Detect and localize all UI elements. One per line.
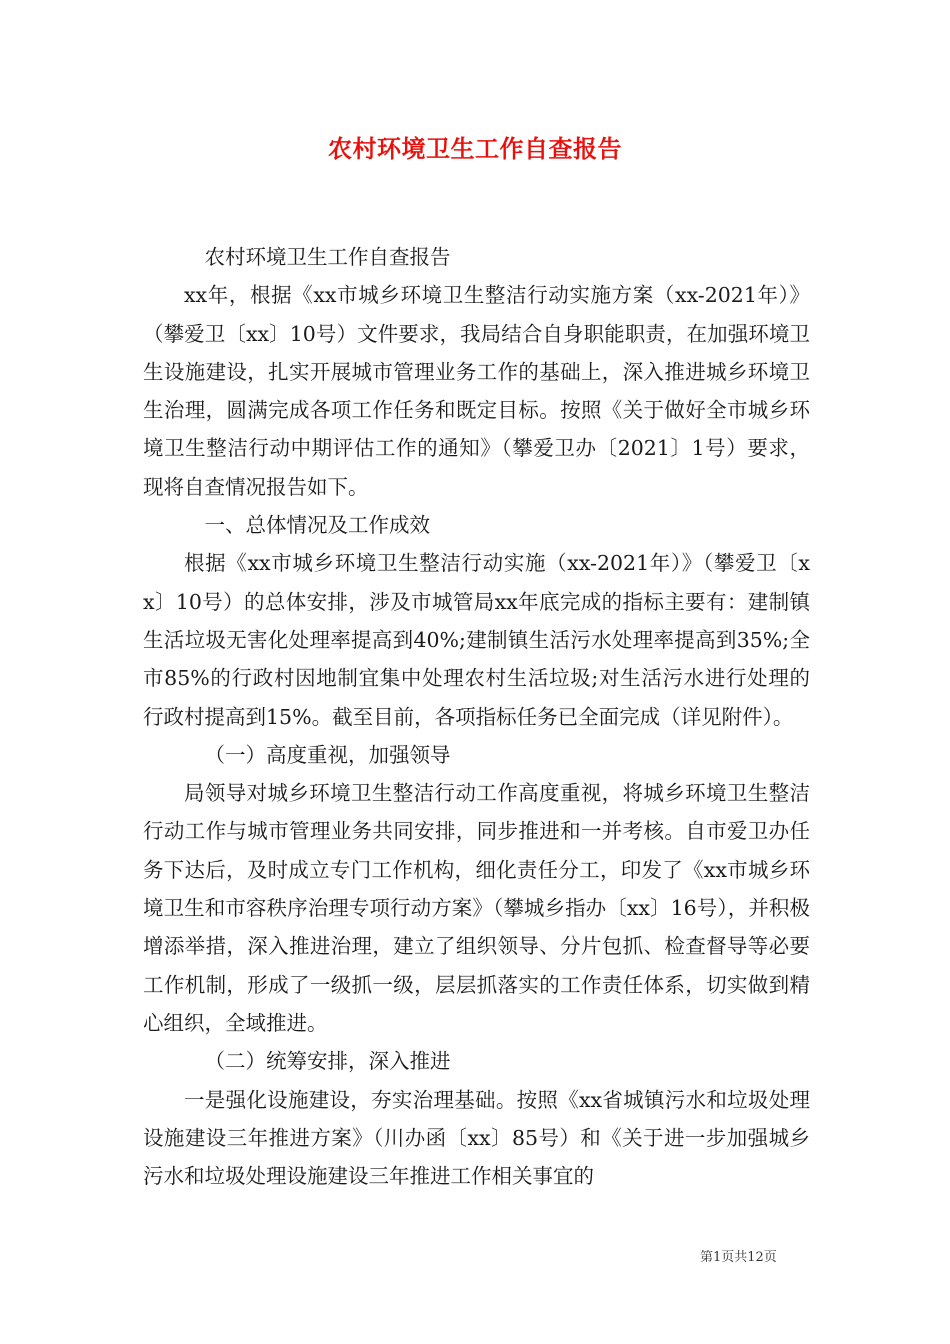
paragraph: 一是强化设施建设，夯实治理基础。按照《xx省城镇污水和垃圾处理设施建设三年推进方案》（川办函〔xx〕85号）和《关于进一步加强城乡污水和垃圾处理设施建设三年推进工作相关事宜的	[143, 1087, 810, 1189]
section-heading: 一、总体情况及工作成效	[204, 513, 430, 538]
paragraph: xx年，根据《xx市城乡环境卫生整洁行动实施方案（xx-2021年）》（攀爱卫〔xx〕10号）文件要求，我局结合自身职能职责，在加强环境卫生设施建设，扎实开展城市管理业务工作的基础上，深入推进城乡环境卫生治理，圆满完成各项工作任务和既定目标。按照《关于做好全市城乡环境卫生整洁行动中期评估工作的通知》（攀爱卫办〔2021〕1号）要求，现将自查情况报告如下。	[143, 283, 810, 499]
document-title: 农村环境卫生工作自查报告	[328, 135, 622, 163]
paragraph-heading: 农村环境卫生工作自查报告	[204, 245, 451, 269]
paragraph: 局领导对城乡环境卫生整洁行动工作高度重视，将城乡环境卫生整洁行动工作与城市管理业务共同安排，同步推进和一并考核。自市爱卫办任务下达后，及时成立专门工作机构，细化责任分工，印发了《xx市城乡环境卫生和市容秩序治理专项行动方案》（攀城乡指办〔xx〕16号），并积极增添举措，深入推进治理，建立了组织领导、分片包抓、检查督导等必要工作机制，形成了一级抓一级，层层抓落实的工作责任体系，切实做到精心组织，全域推进。	[143, 781, 810, 1035]
document-body	[143, 238, 810, 1195]
subsection-heading: （二）统筹安排，深入推进	[204, 1049, 451, 1074]
subsection-heading: （一）高度重视，加强领导	[204, 742, 451, 767]
page-number-footer: 第1页共12页	[700, 1250, 777, 1265]
paragraph: 根据《xx市城乡环境卫生整洁行动实施（xx-2021年）》（攀爱卫〔xx〕10号）的总体安排，涉及市城管局xx年底完成的指标主要有：建制镇生活垃圾无害化处理率提高到40%;建制镇生活污水处理率提高到35%;全市85%的行政村因地制宜集中处理农村生活垃圾;对生活污水进行处理的行政村提高到15%。截至目前，各项指标任务已全面完成（详见附件）。	[143, 551, 810, 729]
